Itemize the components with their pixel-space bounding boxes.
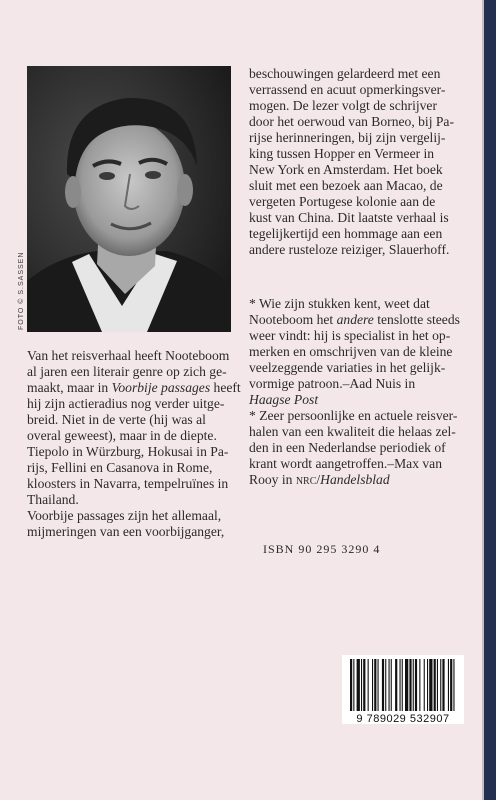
text-line: al jaren een literair genre op zich ge- (27, 364, 227, 379)
barcode-bar (440, 659, 441, 711)
barcode-bar (382, 659, 384, 711)
text-line: kloosters in Navarra, tempelruïnes in (27, 476, 229, 491)
text-line: halen van een kwaliteit die helaas zel- (249, 424, 456, 439)
barcode-bar (353, 659, 354, 711)
blurb-right-paragraph (249, 66, 469, 258)
barcode-bar (419, 659, 420, 711)
text-line: mogen. De lezer volgt de schrijver (249, 98, 437, 113)
barcode-bar (402, 659, 403, 711)
blurb-right-column (249, 66, 469, 258)
text-line: andere rusteloze reiziger, Slauerhoff. (249, 242, 450, 257)
text-line: overal geweest), maar in de diepte. (27, 428, 217, 443)
text-line: king tussen Hopper en Vermeer in (249, 146, 435, 161)
text-line: verrassend en acuut opmerkingsver- (249, 82, 446, 97)
isbn-number: ISBN 90 295 3290 4 (263, 542, 381, 556)
barcode-bar (450, 659, 452, 711)
barcode-bar (357, 659, 360, 711)
barcode-bar (448, 659, 449, 711)
text-line: kust van China. Dit laatste verhaal is (249, 210, 449, 225)
barcode-bar (391, 659, 392, 711)
text-line: veelzeggende variaties in het gelijk- (249, 360, 446, 375)
text-line: sluit met een bezoek aan Macao, de (249, 178, 443, 193)
barcode (342, 655, 464, 724)
barcode-bar (400, 659, 401, 711)
barcode-bar (385, 659, 386, 711)
barcode-bar (453, 659, 454, 711)
barcode-bar (442, 659, 444, 711)
barcode-bar (372, 659, 373, 711)
text-line: Rooy in nrc/Handelsblad (249, 472, 390, 487)
barcode-bar (424, 659, 425, 711)
text-line: mijmeringen van een voorbijganger, (27, 524, 225, 539)
text-line: beschouwingen gelardeerd met een (249, 66, 441, 81)
text-line: door het oerwoud van Borneo, bij Pa- (249, 114, 454, 129)
text-line: krant wordt aangetroffen.–Max van (249, 456, 443, 471)
text-line: maakt, maar in Voorbije passages heeft (27, 380, 241, 395)
barcode-bar (374, 659, 376, 711)
barcode-bar (413, 659, 414, 711)
text-line: rijse herinneringen, bij zijn vergelij- (249, 130, 446, 145)
text-line: breid. Niet in de verte (hij was al (27, 412, 206, 427)
press-quote-van-rooy (249, 408, 471, 488)
text-line: * Zeer persoonlijke en actuele reisver- (249, 408, 458, 423)
press-quote-nuis (249, 296, 471, 408)
blurb-left-paragraph (27, 348, 239, 540)
text-line: vormige patroon.–Aad Nuis in (249, 376, 416, 391)
barcode-bar (409, 659, 411, 711)
barcode-bar (378, 659, 379, 711)
text-line: * Wie zijn stukken kent, weet dat (249, 296, 430, 311)
text-line: hij zijn actieradius nog verder uitge- (27, 396, 225, 411)
barcode-bars (342, 655, 464, 713)
text-line: New York en Amsterdam. Het boek (249, 162, 443, 177)
barcode-number: 9 789029 532907 (356, 713, 450, 725)
barcode-bar (389, 659, 390, 711)
text-line: Haagse Post (249, 392, 319, 407)
press-quotes (249, 296, 471, 488)
spine-edge (484, 0, 496, 800)
barcode-bar (395, 659, 397, 711)
text-line: den in een Nederlandse periodiek of (249, 440, 446, 455)
photo-credit: FOTO © S.SASSEN (18, 251, 25, 330)
author-photo (27, 66, 231, 332)
text-line: Voorbije passages zijn het allemaal, (27, 508, 222, 523)
barcode-bar (363, 659, 365, 711)
text-line: Tiepolo in Würzburg, Hokusai in Pa- (27, 444, 229, 459)
text-line: rijs, Fellini en Casanova in Rome, (27, 460, 213, 475)
text-line: Nooteboom het andere tenslotte steeds (249, 312, 460, 327)
barcode-bar (361, 659, 362, 711)
text-line: weer vindt: hij is specialist in het op- (249, 328, 451, 343)
blurb-left-column (27, 348, 239, 540)
text-line: tegelijkertijd een hommage aan een (249, 226, 443, 241)
barcode-bar (368, 659, 369, 711)
barcode-bar (405, 659, 408, 711)
barcode-bar (429, 659, 432, 711)
text-line: Van het reisverhaal heeft Nooteboom (27, 348, 230, 363)
barcode-bar (350, 659, 352, 711)
text-line: Thailand. (27, 492, 79, 507)
barcode-bar (434, 659, 436, 711)
barcode-bar (427, 659, 428, 711)
barcode-bar (415, 659, 417, 711)
text-line: merken en omschrijven van de kleine (249, 344, 453, 359)
barcode-bar (437, 659, 438, 711)
text-line: vergeten Portugese kolonie aan de (249, 194, 436, 209)
